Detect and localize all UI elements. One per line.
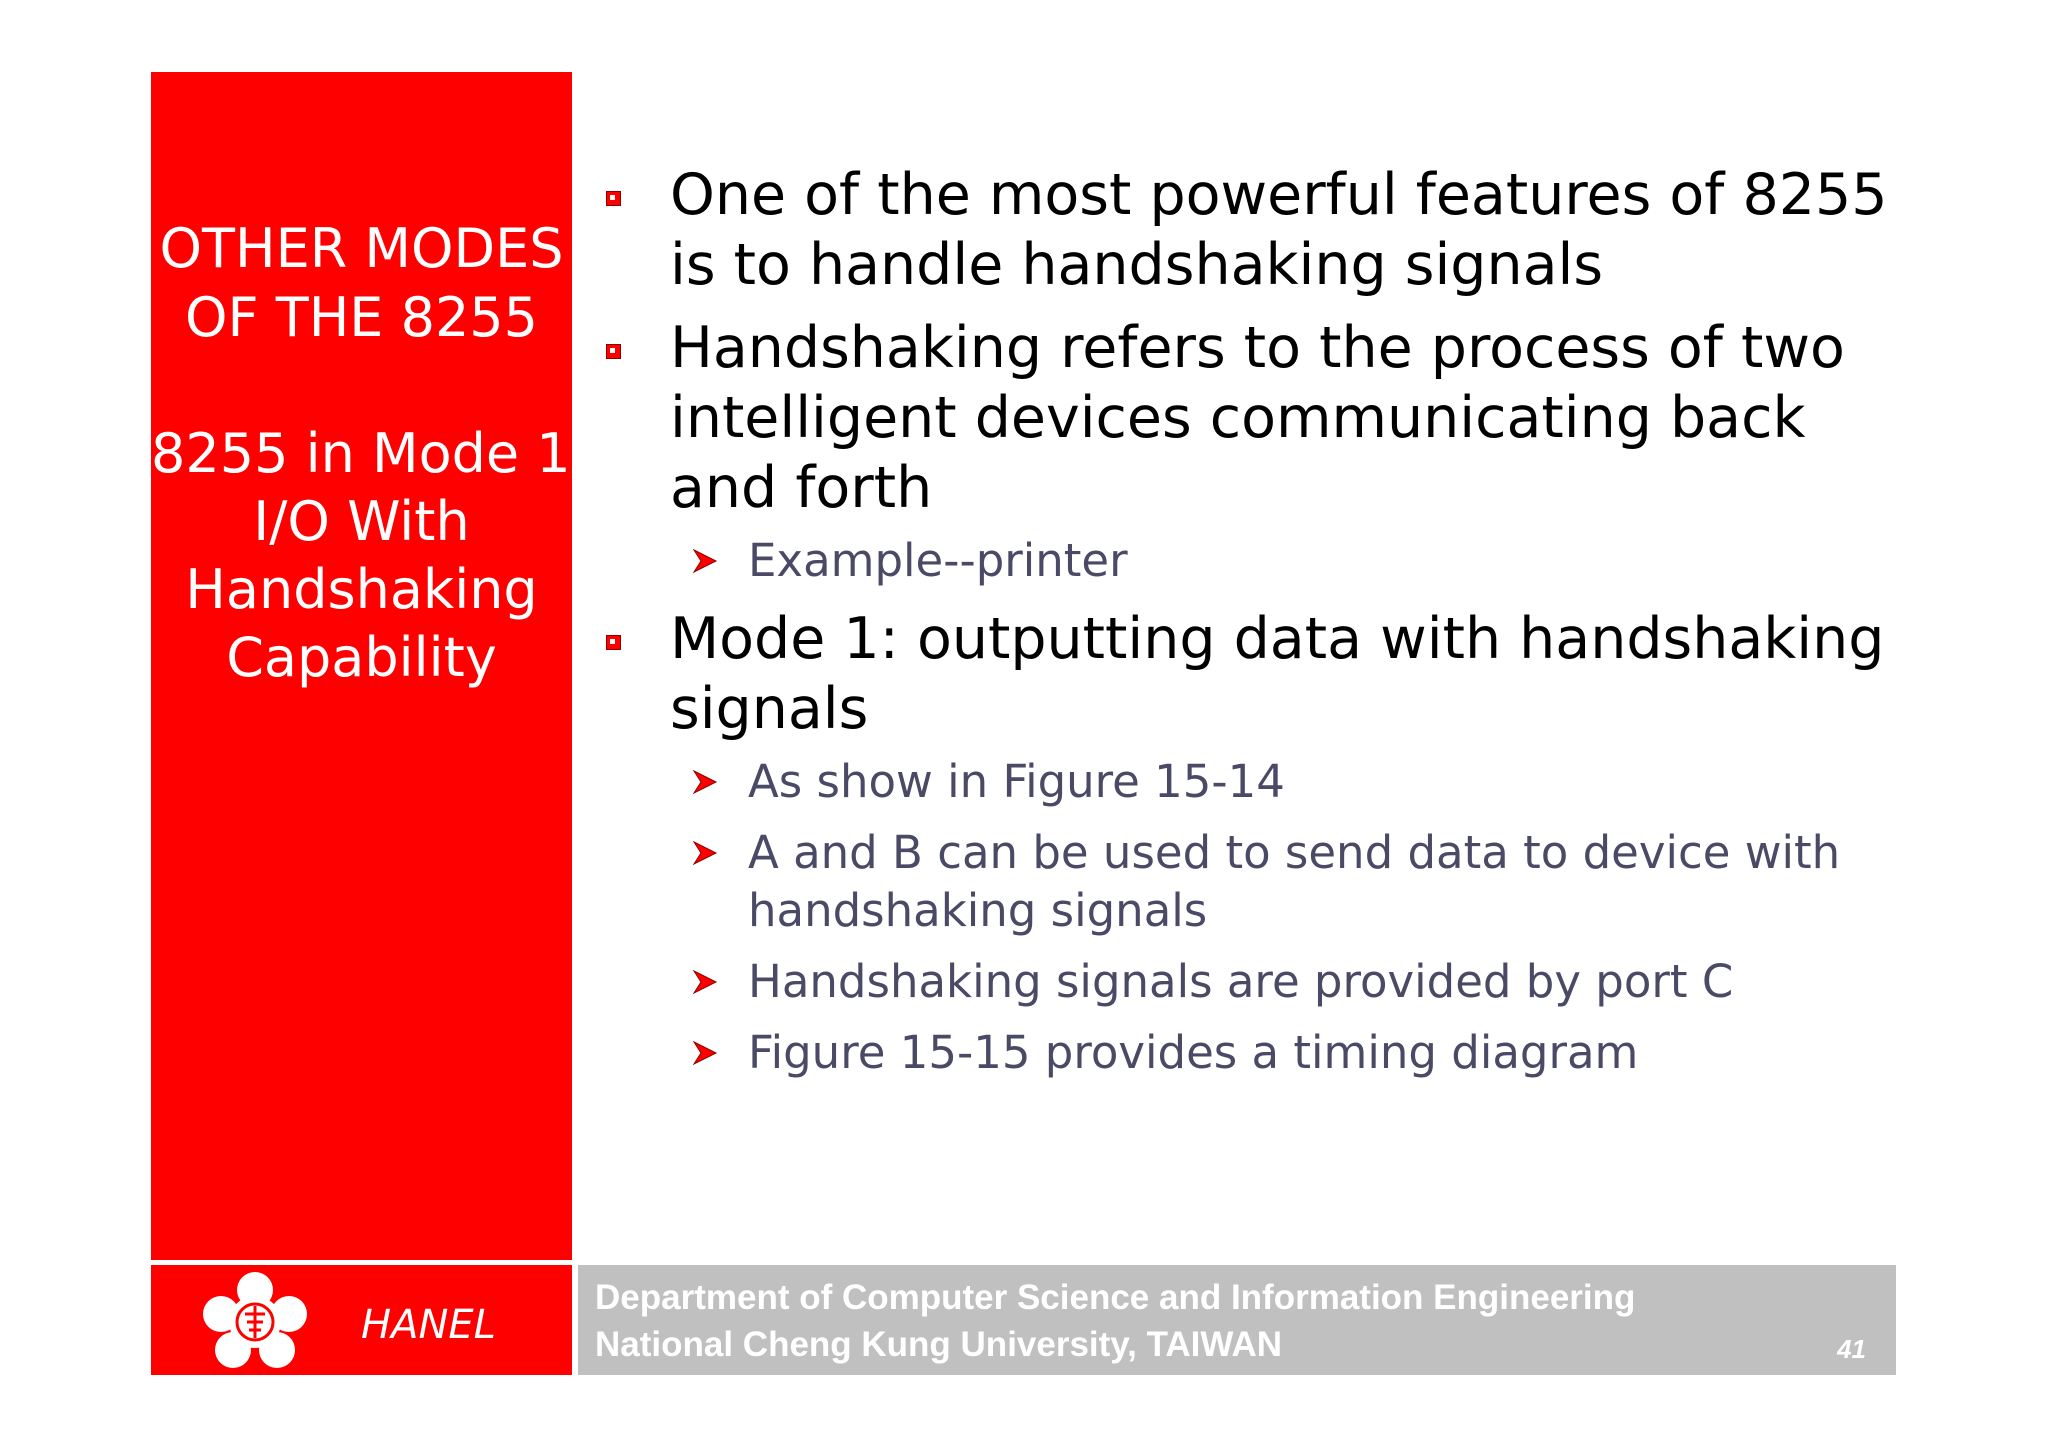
- bullet-text: Handshaking refers to the process of two intelligent devices communicating back and forth: [670, 315, 1845, 521]
- slide-content: [600, 160, 1930, 1096]
- sub-bullet-item: [600, 824, 1930, 940]
- section-subtitle-line: Handshaking: [185, 558, 538, 621]
- arrow-bullet-icon: [692, 839, 718, 867]
- square-bullet-icon: [606, 344, 621, 359]
- bullet-item: [600, 604, 1930, 744]
- sub-bullet-text: Example--printer: [748, 534, 1128, 587]
- sub-bullet-text: A and B can be used to send data to device with handshaking signals: [748, 826, 1841, 937]
- bullet-text: Mode 1: outputting data with handshaking signals: [670, 606, 1885, 742]
- page-number: 41: [1837, 1334, 1866, 1364]
- square-bullet-icon: [606, 191, 621, 206]
- section-subtitle-line: I/O With: [253, 490, 470, 553]
- section-title-line: OTHER MODES: [159, 217, 564, 280]
- footer-institution: [578, 1265, 1896, 1375]
- sub-bullet-item: [600, 1024, 1930, 1082]
- sub-bullet-list: [600, 753, 1930, 1082]
- section-title: [151, 214, 572, 352]
- sub-bullet-list: [600, 532, 1930, 590]
- bullet-item: [600, 313, 1930, 523]
- sub-bullet-item: [600, 532, 1930, 590]
- square-bullet-icon: [606, 635, 621, 650]
- arrow-bullet-icon: [692, 968, 718, 996]
- sub-bullet-item: [600, 753, 1930, 811]
- sub-bullet-text: Handshaking signals are provided by port C: [748, 955, 1734, 1008]
- ncku-emblem-icon: [199, 1270, 311, 1372]
- section-subtitle-line: 8255 in Mode 1:: [151, 422, 589, 485]
- section-sidebar: [151, 72, 589, 1260]
- department-name: Department of Computer Science and Information Engineering: [595, 1278, 1636, 1317]
- section-subtitle-line: Capability: [226, 626, 497, 689]
- arrow-bullet-icon: [692, 768, 718, 796]
- author-label: HANEL: [361, 1302, 496, 1348]
- sub-bullet-text: As show in Figure 15-14: [748, 755, 1285, 808]
- section-title-line: OF THE 8255: [184, 286, 539, 349]
- bullet-text: One of the most powerful features of 8255 is to handle handshaking signals: [670, 162, 1888, 298]
- arrow-bullet-icon: [692, 547, 718, 575]
- sub-bullet-text: Figure 15-15 provides a timing diagram: [748, 1026, 1639, 1079]
- section-subtitle: [151, 420, 589, 692]
- sub-bullet-item: [600, 953, 1930, 1011]
- bullet-item: [600, 160, 1930, 300]
- university-name: National Cheng Kung University, TAIWAN: [595, 1325, 1283, 1364]
- arrow-bullet-icon: [692, 1039, 718, 1067]
- footer-branding: [151, 1265, 572, 1375]
